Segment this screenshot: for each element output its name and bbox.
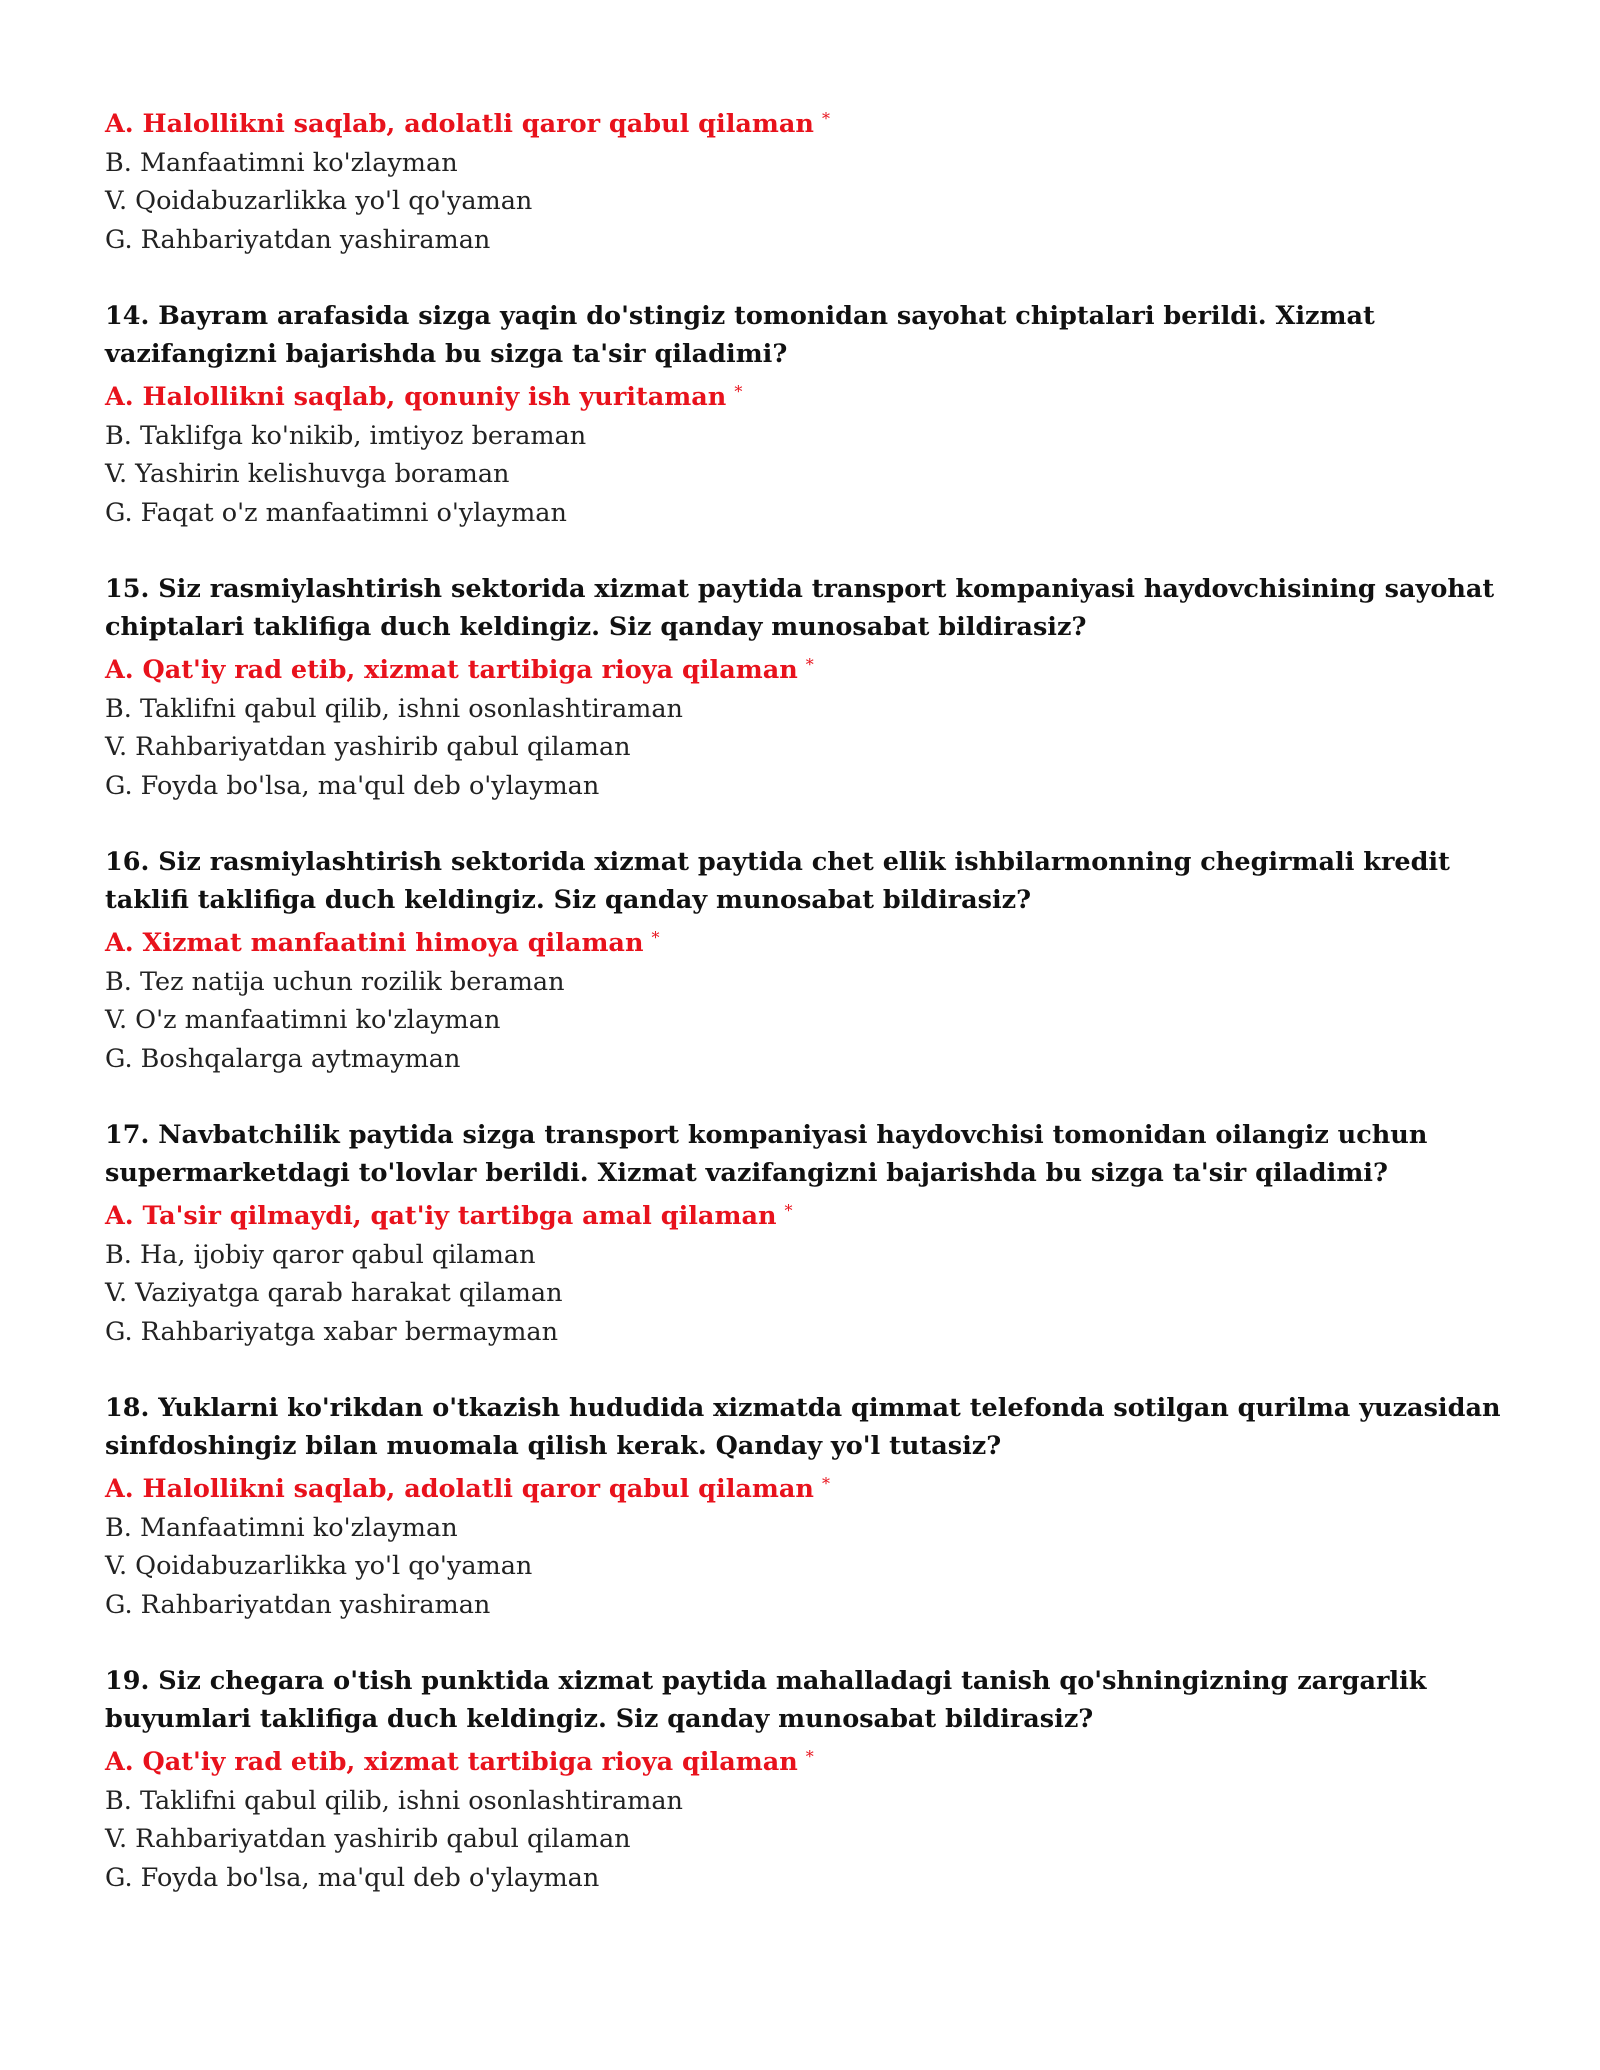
question-text: 14. Bayram arafasida sizga yaqin do'stingiz tomonidan sayohat chiptalari berildi. Xizmat vazifangizni bajarishda bu sizga ta'sir qiladimi? (105, 301, 1375, 369)
option: B. Taklifni qabul qilib, ishni osonlashtiraman (105, 1785, 683, 1816)
option-correct: A. Halollikni saqlab, adolatli qaror qabul qilaman * (105, 109, 830, 139)
correct-marker: * (805, 1747, 814, 1766)
option: V. Qoidabuzarlikka yo'l qo'yaman (105, 1551, 533, 1581)
option: G. Faqat o'z manfaatimni o'ylayman (105, 497, 567, 528)
option: G. Foyda bo'lsa, ma'qul deb o'ylayman (105, 770, 600, 801)
correct-marker: * (821, 1474, 830, 1493)
option: V. Rahbariyatdan yashirib qabul qilaman (105, 1824, 631, 1854)
question-block-18 (105, 1389, 1505, 1624)
question-block-16 (105, 843, 1505, 1078)
correct-marker: * (821, 109, 830, 128)
option: B. Manfaatimni ko'zlayman (105, 147, 458, 178)
question-block-15 (105, 570, 1505, 805)
option: B. Ha, ijobiy qaror qabul qilaman (105, 1239, 536, 1270)
option: V. Qoidabuzarlikka yo'l qo'yaman (105, 186, 533, 216)
option: G. Boshqalarga aytmayman (105, 1043, 461, 1074)
option-correct: A. Qat'iy rad etib, xizmat tartibiga rioya qilaman * (105, 1747, 814, 1777)
question-block-17 (105, 1116, 1505, 1351)
quiz-page (105, 100, 1505, 1935)
question-text: 18. Yuklarni ko'rikdan o'tkazish hududida xizmatda qimmat telefonda sotilgan qurilma yuzasidan sinfdoshingiz bilan muomala qilish kerak. Qanday yo'l tutasiz? (105, 1393, 1501, 1461)
option: G. Rahbariyatdan yashiraman (105, 1589, 491, 1620)
option-correct: A. Qat'iy rad etib, xizmat tartibiga rioya qilaman * (105, 655, 814, 685)
question-text: 16. Siz rasmiylashtirish sektorida xizmat paytida chet ellik ishbilarmonning chegirmali kredit taklifi taklifiga duch keldingiz. Siz qanday munosabat bildirasiz? (105, 847, 1450, 915)
correct-marker: * (734, 382, 743, 401)
correct-marker: * (784, 1201, 793, 1220)
option: V. Yashirin kelishuvga boraman (105, 459, 510, 489)
option-correct: A. Ta'sir qilmaydi, qat'iy tartibga amal qilaman * (105, 1201, 793, 1231)
option: V. Vaziyatga qarab harakat qilaman (105, 1278, 563, 1308)
option: V. O'z manfaatimni ko'zlayman (105, 1005, 501, 1035)
option: V. Rahbariyatdan yashirib qabul qilaman (105, 732, 631, 762)
question-text: 17. Navbatchilik paytida sizga transport kompaniyasi haydovchisi tomonidan oilangiz uchun supermarketdagi to'lovlar berildi. Xizmat vazifangizni bajarishda bu sizga ta'sir qiladimi? (105, 1120, 1428, 1188)
correct-marker: * (805, 655, 814, 674)
option-correct: A. Halollikni saqlab, adolatli qaror qabul qilaman * (105, 1474, 830, 1504)
question-block-19 (105, 1662, 1505, 1897)
option-correct: A. Xizmat manfaatini himoya qilaman * (105, 928, 660, 958)
option: G. Rahbariyatdan yashiraman (105, 224, 491, 255)
option: G. Rahbariyatga xabar bermayman (105, 1316, 559, 1347)
question-block-13 (105, 100, 1505, 259)
question-block-14 (105, 297, 1505, 532)
option: B. Tez natija uchun rozilik beraman (105, 966, 565, 997)
option: B. Manfaatimni ko'zlayman (105, 1512, 458, 1543)
question-text: 15. Siz rasmiylashtirish sektorida xizmat paytida transport kompaniyasi haydovchisining sayohat chiptalari taklifiga duch keldingiz. Siz qanday munosabat bildirasiz? (105, 574, 1495, 642)
question-text: 19. Siz chegara o'tish punktida xizmat paytida mahalladagi tanish qo'shningizning zargarlik buyumlari taklifiga duch keldingiz. Siz qanday munosabat bildirasiz? (105, 1666, 1427, 1734)
correct-marker: * (651, 928, 660, 947)
option: B. Taklifni qabul qilib, ishni osonlashtiraman (105, 693, 683, 724)
option: G. Foyda bo'lsa, ma'qul deb o'ylayman (105, 1862, 600, 1893)
option-correct: A. Halollikni saqlab, qonuniy ish yuritaman * (105, 382, 743, 412)
option: B. Taklifga ko'nikib, imtiyoz beraman (105, 420, 587, 451)
